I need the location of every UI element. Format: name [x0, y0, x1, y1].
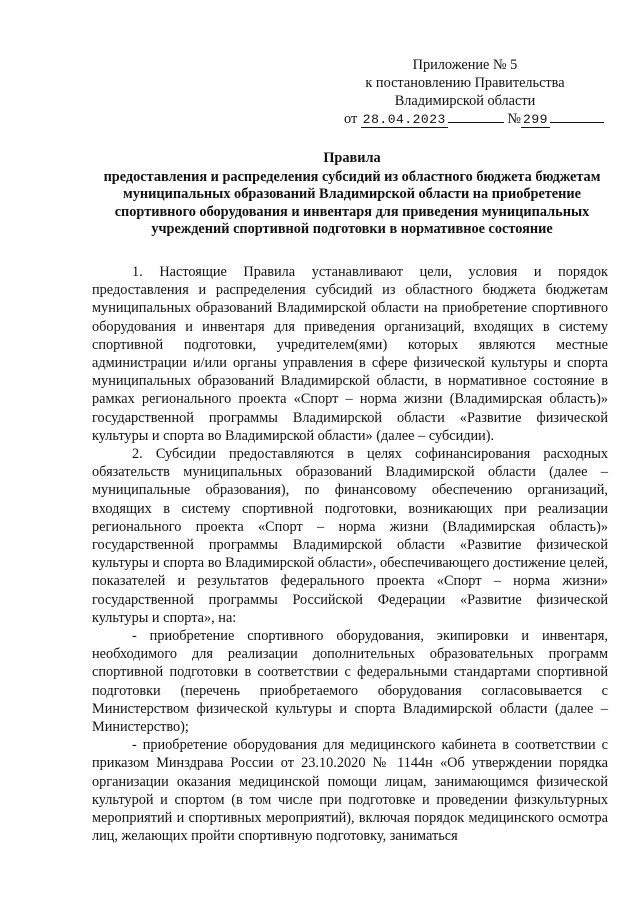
- document-body: [92, 263, 608, 846]
- appendix-region: Владимирской области: [394, 93, 536, 109]
- number-value: 299: [523, 112, 548, 127]
- appendix-dateline: [344, 110, 600, 129]
- date-value: 28.04.2023: [362, 112, 446, 127]
- appendix-header: [330, 56, 600, 129]
- list-item-medical: - приобретение оборудования для медицинского кабинета в соответствии с приказом Минздрава России от 23.10.2020 № 1144н «Об утверждении порядка организации оказания медицинской помощи лицам, занимающимся физической культурой и спортом (в том числе при подготовке и проведении физкультурных мероприятий и спортивных мероприятий), включая порядок медицинского осмотра лиц, желающих пройти спортивную подготовку, заниматься: [92, 737, 608, 845]
- number-underline: [550, 110, 604, 123]
- paragraph-1: 1. Настоящие Правила устанавливают цели, условия и порядок предоставления и распределения субсидий из областного бюджета бюджетам муниципальных образований Владимирской области на приобретение спортивного оборудования и инвентаря для приведения организаций, входящих в систему спортивной подготовки, учредителем(ями) которых являются местные администрации и/или органы управления в сфере физической культуры и спорта муниципальных образований Владимирской области, в нормативное состояние в рамках регионального проекта «Спорт – норма жизни (Владимирская область)» государственной программы Владимирской области «Развитие физической культуры и спорта во Владимирской области» (далее – субсидии).: [92, 264, 608, 444]
- number-prefix: №: [507, 111, 522, 127]
- appendix-resolution: к постановлению Правительства: [365, 75, 565, 91]
- title-subtitle: предоставления и распределения субсидий из областного бюджета бюджетам муниципальных образований Владимирской области на приобретение спортивного оборудования и инвентаря для приведения муниципальных учреждений спортивной подготовки в нормативное состояние: [103, 168, 601, 237]
- list-item-equipment: - приобретение спортивного оборудования, экипировки и инвентаря, необходимого для реализации дополнительных образовательных программ спортивной подготовки в соответствии с федеральными стандартами спортивной подготовки (перечень приобретаемого оборудования согласовывается с Министерством физической культуры и спорта Владимирской области (далее – Министерство);: [92, 628, 608, 736]
- appendix-number: Приложение № 5: [412, 57, 518, 73]
- paragraph-2: 2. Субсидии предоставляются в целях софинансирования расходных обязательств муниципальных образований Владимирской области (далее – муниципальные образования), по финансовому обеспечению организаций, входящих в систему спортивной подготовки, возникающих при реализации регионального проекта «Спорт – норма жизни (Владимирская область)» государственной программы Владимирской области «Развитие физической культуры и спорта во Владимирской области», обеспечивающего достижение целей, показателей и результатов федерального проекта «Спорт – норма жизни» государственной программы Российской Федерации «Развитие физической культуры и спорта», на:: [92, 446, 608, 626]
- date-prefix: от: [344, 111, 358, 127]
- document-title: [92, 150, 612, 239]
- date-underline: [448, 110, 504, 123]
- title-heading: Правила: [323, 150, 381, 166]
